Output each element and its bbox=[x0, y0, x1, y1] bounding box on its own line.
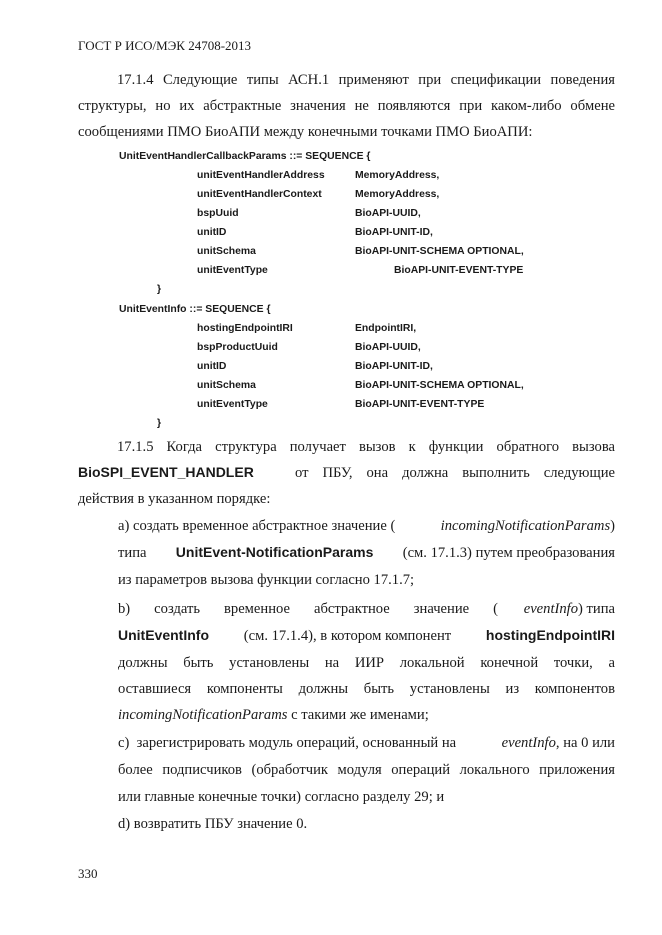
para-1714-line-1: 17.1.4 Следующие типы АСН.1 применяют при спецификации поведения bbox=[117, 72, 615, 88]
code-field-name: unitEventHandlerContext bbox=[197, 189, 322, 200]
page-number: 330 bbox=[78, 866, 98, 881]
code-field-type: BioAPI-UUID, bbox=[355, 342, 421, 353]
component-hosting-endpoint-iri: hostingEndpointIRI bbox=[485, 627, 615, 643]
term-event-info: eventInfo bbox=[501, 735, 556, 751]
para-1714-line-3: сообщениями ПМО БиоАПИ между конечными точками ПМО БиоАПИ: bbox=[78, 124, 533, 140]
code-field-type: BioAPI-UNIT-EVENT-TYPE bbox=[355, 399, 485, 410]
code-field-name: unitID bbox=[197, 227, 227, 238]
para-1715-line-3: действия в указанном порядке: bbox=[78, 491, 271, 507]
document-header: ГОСТ Р ИСО/МЭК 24708-2013 bbox=[78, 38, 252, 53]
item-a-line-1 bbox=[118, 518, 615, 535]
code-field-type: MemoryAddress, bbox=[355, 189, 440, 200]
item-b-line-1-tail: ) типа bbox=[578, 601, 615, 617]
item-d-line-1: d) возвратить ПБУ значение 0. bbox=[118, 816, 308, 832]
code-field-type: EndpointIRI, bbox=[355, 323, 417, 334]
code-decl-unit-event-info: UnitEventInfo ::= SEQUENCE { bbox=[119, 304, 271, 315]
code-field-type: BioAPI-UNIT-SCHEMA OPTIONAL, bbox=[355, 246, 524, 257]
para-1715-line-1: 17.1.5 Когда структура получает вызов к функции обратного вызова bbox=[117, 439, 615, 455]
code-field-type: BioAPI-UNIT-SCHEMA OPTIONAL, bbox=[355, 380, 524, 391]
code-field-name: unitSchema bbox=[197, 246, 256, 257]
code-field-type: BioAPI-UNIT-EVENT-TYPE bbox=[394, 265, 524, 276]
code-decl-callback-params: UnitEventHandlerCallbackParams ::= SEQUENCE { bbox=[119, 151, 371, 162]
code-field-name: hostingEndpointIRI bbox=[197, 323, 293, 334]
code-field-type: BioAPI-UUID, bbox=[355, 208, 421, 219]
item-b-line-4: оставшиеся компоненты должны быть установлены из компонентов bbox=[118, 681, 615, 697]
code-field-name: unitEventType bbox=[197, 399, 268, 410]
item-b-line-3: должны быть установлены на ИИР локальной конечной точки, а bbox=[118, 655, 615, 671]
function-name-bioapi-event-handler: BioSPI_EVENT_HANDLER bbox=[78, 464, 254, 480]
code-close-brace: } bbox=[157, 284, 162, 295]
code-field-name: unitSchema bbox=[197, 380, 256, 391]
type-unit-event-notification-params: UnitEvent-NotificationParams bbox=[175, 544, 374, 560]
item-b-line-5-text: с такими же именами; bbox=[287, 707, 429, 723]
item-b-line-1 bbox=[118, 601, 615, 618]
item-c-line-1-tail: , на 0 или bbox=[555, 735, 615, 751]
item-a-line-1-close: ) bbox=[610, 518, 615, 534]
code-field-type: BioAPI-UNIT-ID, bbox=[355, 227, 433, 238]
item-a-line-2-text: (см. 17.1.3) путем преобразования bbox=[402, 545, 615, 561]
code-field-type: BioAPI-UNIT-ID, bbox=[355, 361, 433, 372]
item-a-line-3: из параметров вызова функции согласно 17.1.7; bbox=[118, 572, 415, 588]
code-field-name: bspProductUuid bbox=[197, 342, 278, 353]
item-b-line-5 bbox=[118, 707, 429, 724]
item-c-line-1-text: с) зарегистрировать модуль операций, основанный на bbox=[118, 735, 460, 751]
para-1714-line-2: структуры, но их абстрактные значения не появляются при каком-либо обмене bbox=[78, 98, 615, 114]
item-a-type-label: типа bbox=[118, 545, 147, 561]
para-1715-line-2-text: от ПБУ, она должна выполнить следующие bbox=[295, 465, 615, 481]
code-close-brace: } bbox=[157, 418, 162, 429]
code-field-name: unitEventHandlerAddress bbox=[197, 170, 325, 181]
item-b-line-2-text: (см. 17.1.4), в котором компонент bbox=[243, 628, 452, 644]
item-a-line-1-text: а) создать временное абстрактное значение ( bbox=[118, 518, 396, 534]
term-incoming-notification-params: incomingNotificationParams bbox=[440, 518, 611, 534]
item-c-line-2: более подписчиков (обработчик модуля операций локального приложения bbox=[118, 762, 615, 778]
code-field-name: unitID bbox=[197, 361, 227, 372]
code-field-name: unitEventType bbox=[197, 265, 268, 276]
term-incoming-notification-params: incomingNotificationParams bbox=[118, 707, 288, 723]
item-c-line-1 bbox=[118, 735, 615, 752]
code-field-type: MemoryAddress, bbox=[355, 170, 440, 181]
para-1715-line-2 bbox=[78, 464, 615, 482]
code-field-name: bspUuid bbox=[197, 208, 239, 219]
type-unit-event-info: UnitEventInfo bbox=[118, 627, 209, 643]
item-b-line-1-text: b) создать временное абстрактное значение ( bbox=[118, 601, 498, 617]
item-b-line-2 bbox=[118, 627, 615, 645]
item-a-line-2 bbox=[118, 544, 615, 562]
item-c-line-3: или главные конечные точки) согласно разделу 29; и bbox=[118, 789, 445, 805]
term-event-info: eventInfo bbox=[523, 601, 579, 617]
